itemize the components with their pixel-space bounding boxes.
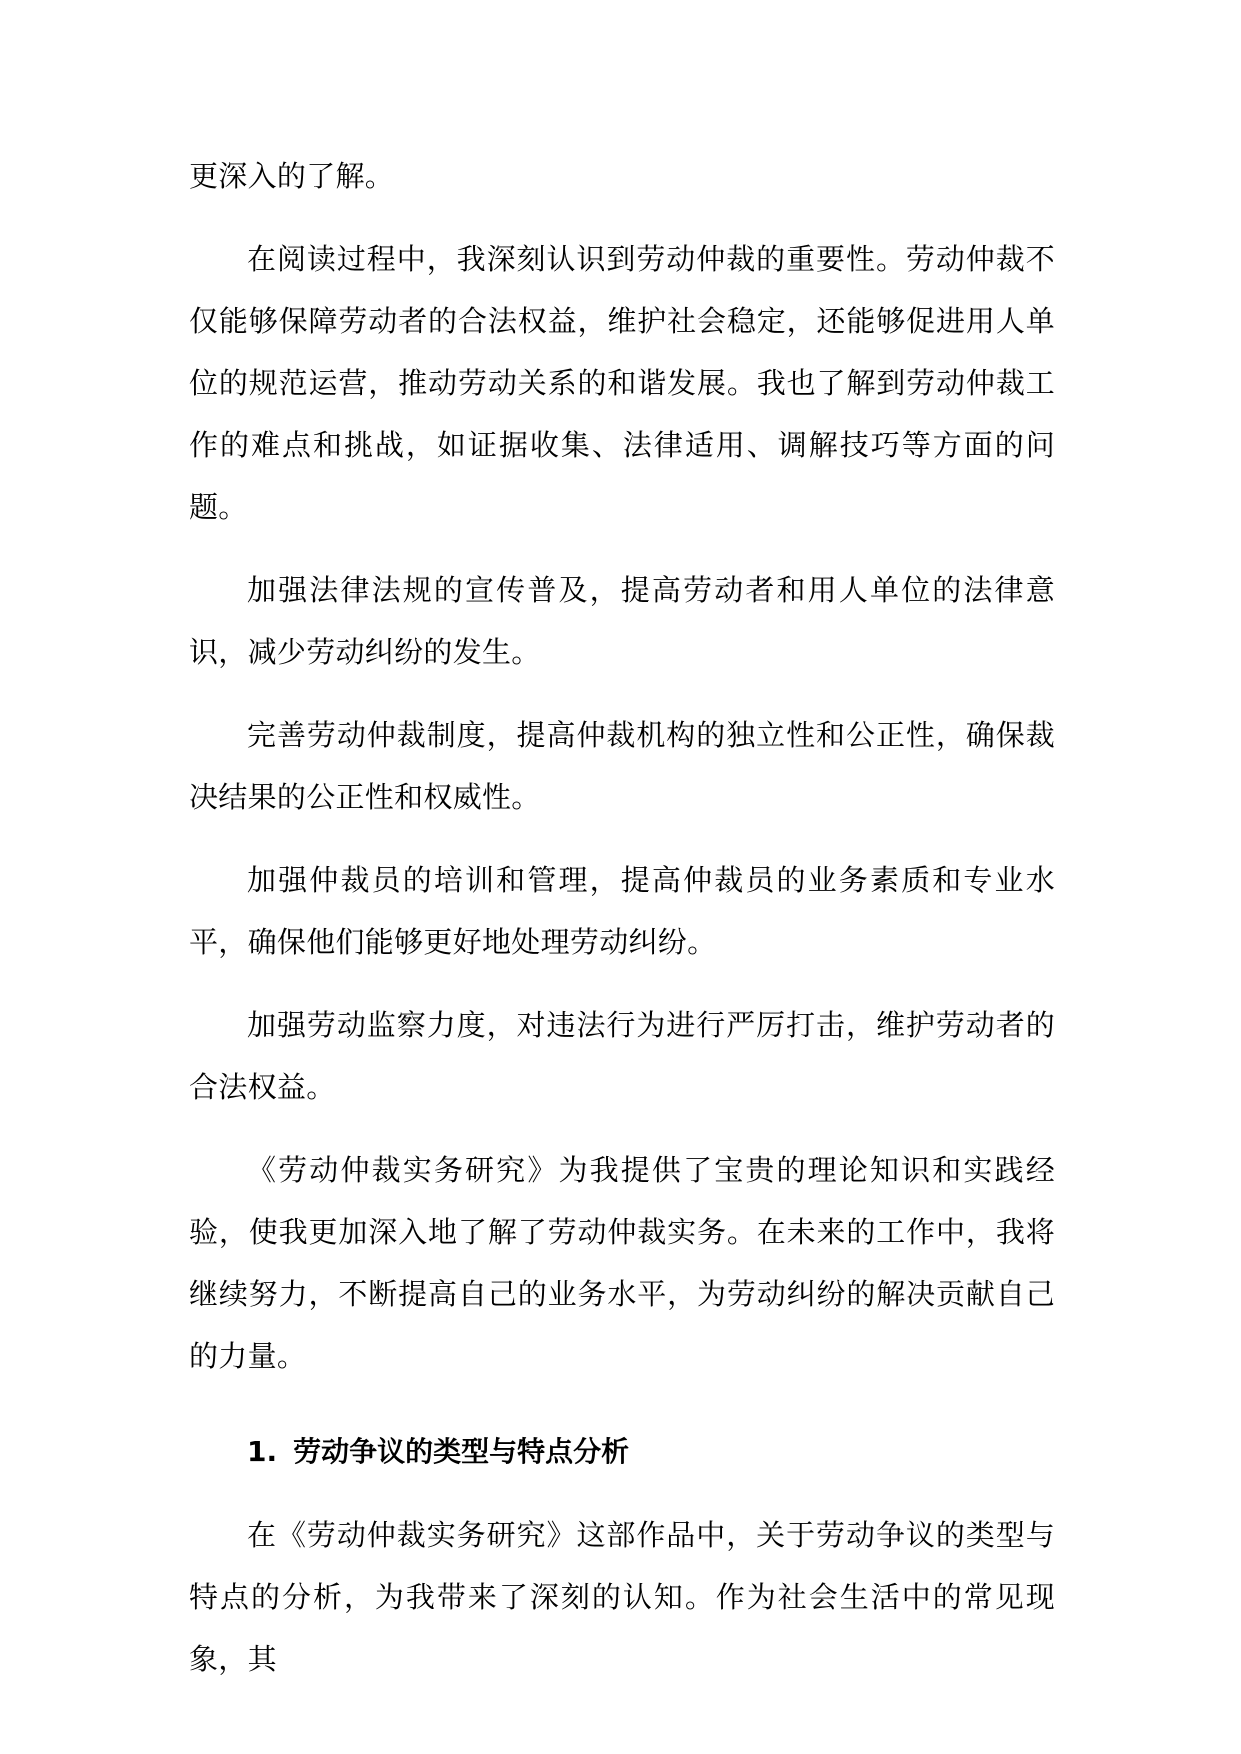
paragraph-1: 更深入的了解。 bbox=[189, 159, 395, 193]
paragraph-6: 加强劳动监察力度，对违法行为进行严厉打击，维护劳动者的合法权益。 bbox=[189, 1008, 1055, 1104]
paragraph-2: 在阅读过程中，我深刻认识到劳动仲裁的重要性。劳动仲裁不仅能够保障劳动者的合法权益，维护社会稳定，还能够促进用人单位的规范运营，推动劳动关系的和谐发展。我也了解到劳动仲裁工作的难点和挑战，如证据收集、法律适用、调解技巧等方面的问题。 bbox=[189, 242, 1055, 524]
paragraph-4: 完善劳动仲裁制度，提高仲裁机构的独立性和公正性，确保裁决结果的公正性和权威性。 bbox=[189, 718, 1055, 814]
section-heading bbox=[189, 1421, 1055, 1483]
paragraph-8: 在《劳动仲裁实务研究》这部作品中，关于劳动争议的类型与特点的分析，为我带来了深刻的认知。作为社会生活中的常见现象，其 bbox=[189, 1518, 1055, 1676]
paragraph-3: 加强法律法规的宣传普及，提高劳动者和用人单位的法律意识，减少劳动纠纷的发生。 bbox=[189, 573, 1055, 669]
section-number: 1. bbox=[247, 1435, 278, 1468]
section-title: 劳动争议的类型与特点分析 bbox=[293, 1435, 630, 1468]
paragraph-7: 《劳动仲裁实务研究》为我提供了宝贵的理论知识和实践经验，使我更加深入地了解了劳动仲裁实务。在未来的工作中，我将继续努力，不断提高自己的业务水平，为劳动纠纷的解决贡献自己的力量。 bbox=[189, 1153, 1055, 1373]
document-body bbox=[189, 145, 1055, 1711]
paragraph-5: 加强仲裁员的培训和管理，提高仲裁员的业务素质和专业水平，确保他们能够更好地处理劳动纠纷。 bbox=[189, 863, 1055, 959]
